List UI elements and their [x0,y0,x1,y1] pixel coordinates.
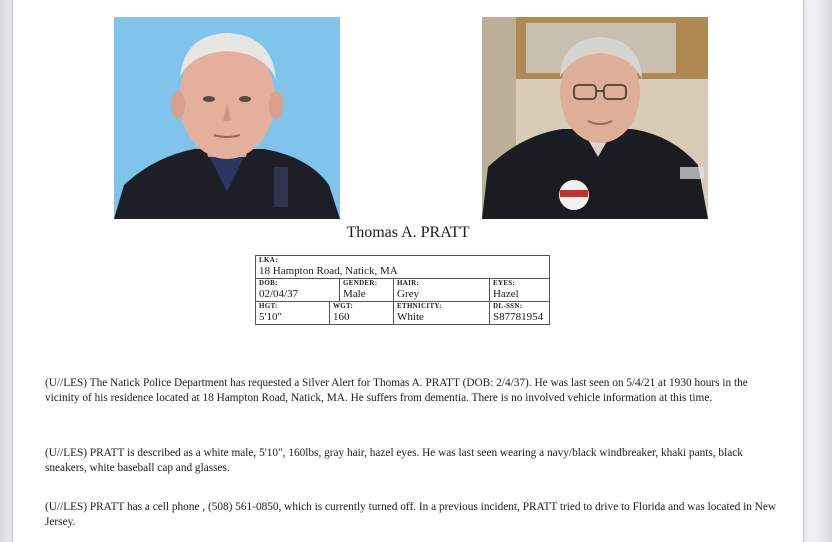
alert-paragraph-summary: (U//LES) The Natick Police Department has requested a Silver Alert for Thomas A. PRATT (DOB: 2/4/37). He was last seen on 5/4/21 at 1930 hours in the vicinity of his residence located at 18 Hampton Road, Natick, MA. He suffers from dementia. There is no involved vehicle information at this time. [45,377,748,404]
wgt-value: 160 [333,311,350,323]
gender-value: Male [343,288,366,300]
eyes-value: Hazel [493,288,519,300]
ethnicity-label: ETHNICITY: [397,302,442,310]
hair-value: Grey [397,288,419,300]
subject-info-table [255,255,550,325]
table-row [256,302,550,325]
wgt-label: WGT: [333,302,354,310]
subject-name: Thomas A. PRATT [346,224,470,241]
table-row [256,256,550,279]
ethnicity-value: White [397,311,424,323]
gender-cell [340,279,394,302]
table-row [256,279,550,302]
ethnicity-cell [394,302,490,325]
hgt-cell [256,302,330,325]
hair-cell [394,279,490,302]
gender-label: GENDER: [343,279,378,287]
wgt-cell [330,302,394,325]
subject-photo-candid [482,17,708,219]
hgt-value: 5'10" [259,311,282,323]
dlssn-label: DL-SSN: [493,302,523,310]
hair-label: HAIR: [397,279,420,287]
eyes-label: EYES: [493,279,516,287]
hgt-label: HGT: [259,302,278,310]
dob-cell [256,279,340,302]
lka-value: 18 Hampton Road, Natick, MA [259,265,398,277]
dob-value: 02/04/37 [259,288,299,300]
document-page [12,0,804,542]
dlssn-cell [490,302,550,325]
alert-paragraph-phone: (U//LES) PRATT has a cell phone , (508) 561-0850, which is currently turned off. In a previous incident, PRATT tried to drive to Florida and was located in New Jersey. [45,501,777,528]
lka-cell [256,256,550,279]
lka-label: LKA: [259,256,278,264]
eyes-cell [490,279,550,302]
subject-photo-id [114,17,340,219]
dob-label: DOB: [259,279,278,287]
dlssn-value: S87781954 [493,311,544,323]
alert-paragraph-description: (U//LES) PRATT is described as a white male, 5'10", 160lbs, gray hair, hazel eyes. He was last seen wearing a navy/black windbreaker, khaki pants, black sneakers, white baseball cap and glasses. [45,447,743,474]
